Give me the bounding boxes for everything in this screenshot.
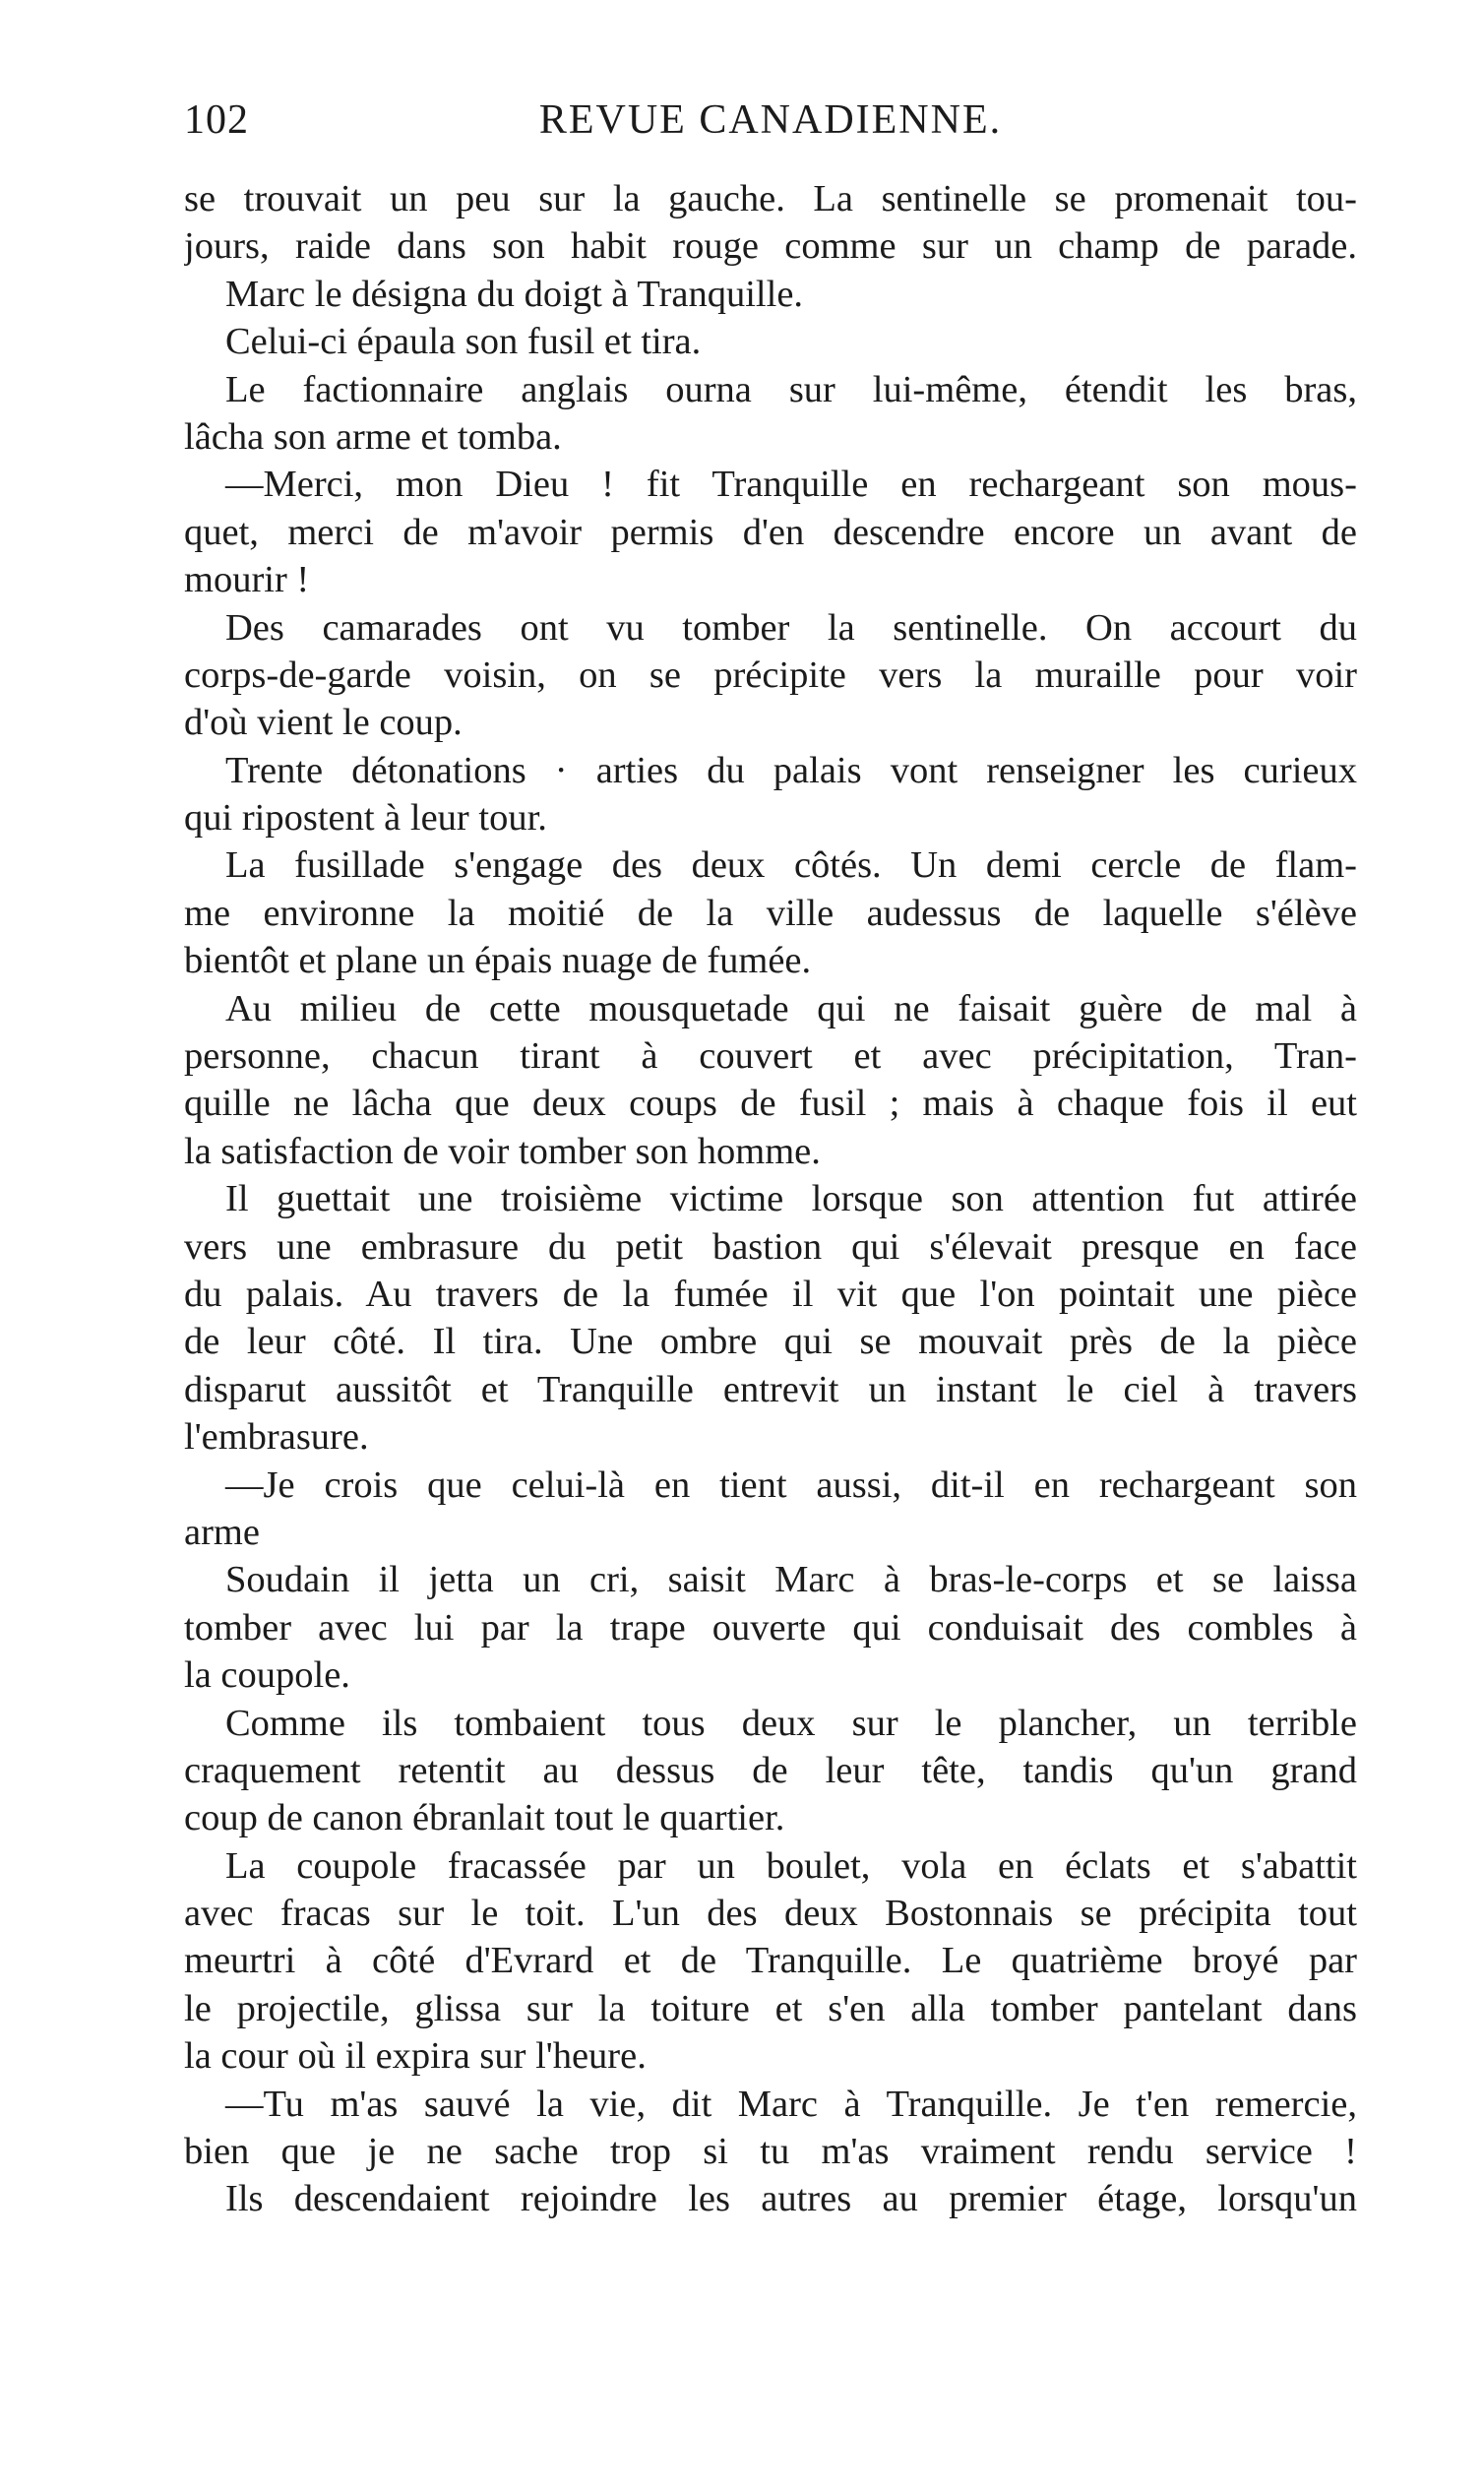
text-line: tomber avec lui par la trape ouverte qui conduisait des combles à: [184, 1606, 1357, 1649]
text-line: Comme ils tombaient tous deux sur le plancher, un terrible: [225, 1702, 1357, 1744]
text-line: la cour où il expira sur l'heure.: [184, 2035, 647, 2078]
text-line: —Tu m'as sauvé la vie, dit Marc à Tranquille. Je t'en remercie,: [225, 2083, 1357, 2125]
text-line: Au milieu de cette mousquetade qui ne faisait guère de mal à: [225, 987, 1357, 1029]
text-line: Des camarades ont vu tomber la sentinelle. On accourt du: [225, 606, 1357, 649]
text-line: Ils descendaient rejoindre les autres au premier étage, lorsqu'un: [225, 2178, 1357, 2220]
text-line: bien que je ne sache trop si tu m'as vraiment rendu service !: [184, 2131, 1357, 2173]
text-line: du palais. Au travers de la fumée il vit que l'on pointait une pièce: [184, 1273, 1357, 1315]
text-line: La fusillade s'engage des deux côtés. Un demi cercle de flam-: [225, 844, 1357, 887]
page-header: [184, 96, 1357, 156]
text-line: de leur côté. Il tira. Une ombre qui se mouvait près de la pièce: [184, 1321, 1357, 1363]
text-line: le projectile, glissa sur la toiture et s'en alla tomber pantelant dans: [184, 1987, 1357, 2029]
text-line: jours, raide dans son habit rouge comme sur un champ de parade.: [184, 225, 1357, 268]
text-line: Il guettait une troisième victime lorsque son attention fut attirée: [225, 1178, 1357, 1220]
text-line: quille ne lâcha que deux coups de fusil ; mais à chaque fois il eut: [184, 1083, 1357, 1125]
text-line: —Merci, mon Dieu ! fit Tranquille en rechargeant son mous-: [225, 464, 1357, 506]
text-line: me environne la moitié de la ville audessus de laquelle s'élève: [184, 892, 1357, 934]
text-line: lâcha son arme et tomba.: [184, 415, 562, 458]
text-line: avec fracas sur le toit. L'un des deux Bostonnais se précipita tout: [184, 1893, 1357, 1935]
text-line: l'embrasure.: [184, 1416, 369, 1459]
text-line: —Je crois que celui-là en tient aussi, dit-il en rechargeant son: [225, 1463, 1357, 1506]
text-line: personne, chacun tirant à couvert et avec précipitation, Tran-: [184, 1035, 1357, 1078]
text-line: corps-de-garde voisin, on se précipite vers la muraille pour voir: [184, 654, 1357, 696]
running-title: REVUE CANADIENNE.: [538, 97, 1003, 143]
text-line: meurtri à côté d'Evrard et de Tranquille. Le quatrième broyé par: [184, 1940, 1357, 1982]
text-line: se trouvait un peu sur la gauche. La sentinelle se promenait tou-: [184, 178, 1357, 219]
text-line: Trente détonations · arties du palais vont renseigner les curieux: [225, 749, 1357, 791]
text-line: qui ripostent à leur tour.: [184, 797, 547, 840]
text-line: arme: [184, 1511, 260, 1553]
text-line: La coupole fracassée par un boulet, vola en éclats et s'abattit: [225, 1844, 1357, 1887]
text-line: bientôt et plane un épais nuage de fumée.: [184, 940, 812, 982]
page-number: 102: [184, 97, 249, 143]
text-line: Soudain il jetta un cri, saisit Marc à bras-le-corps et se laissa: [225, 1559, 1357, 1601]
text-line: d'où vient le coup.: [184, 702, 463, 744]
text-line: la coupole.: [184, 1654, 350, 1697]
text-line: disparut aussitôt et Tranquille entrevit un instant le ciel à travers: [184, 1368, 1357, 1410]
text-line: craquement retentit au dessus de leur tête, tandis qu'un grand: [184, 1749, 1357, 1791]
text-line: la satisfaction de voir tomber son homme.: [184, 1130, 821, 1172]
text-line: coup de canon ébranlait tout le quartier.: [184, 1797, 785, 1839]
text-line: Marc le désigna du doigt à Tranquille.: [225, 273, 804, 315]
body-text: [184, 175, 1357, 2223]
text-line: mourir !: [184, 559, 310, 601]
text-line: quet, merci de m'avoir permis d'en descendre encore un avant de: [184, 511, 1357, 553]
text-line: vers une embrasure du petit bastion qui s'élevait presque en face: [184, 1225, 1357, 1268]
text-line: Celui-ci épaula son fusil et tira.: [225, 321, 702, 363]
text-line: Le factionnaire anglais ourna sur lui-même, étendit les bras,: [225, 368, 1357, 410]
